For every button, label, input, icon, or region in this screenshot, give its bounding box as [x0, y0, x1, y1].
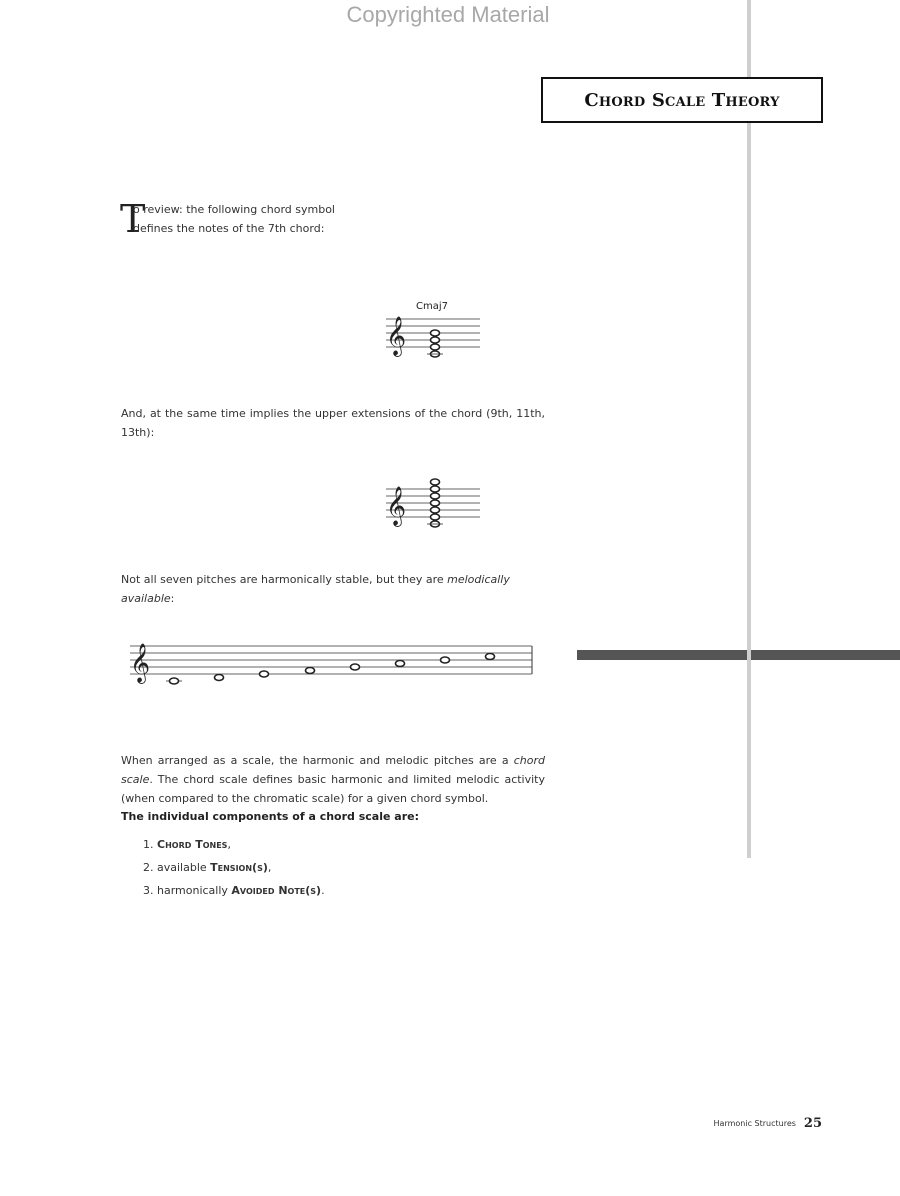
components-heading: The individual components of a chord scale are: [121, 810, 419, 823]
intro-paragraph [133, 200, 393, 238]
melodically-available-emphasis: melodically available [121, 573, 510, 605]
note-g [351, 664, 360, 670]
drop-cap: T [120, 197, 146, 241]
section-title: Chord Scale Theory [584, 89, 780, 111]
note-c-high [486, 654, 495, 660]
chord-scale-paragraph: When arranged as a scale, the harmonic and melodic pitches are a chord scale. The chord scale defines basic harmonic and limited melodic activity (when compared to the chromatic scale) for a given chord symbol. [121, 754, 545, 805]
note-c [170, 678, 179, 684]
components-list [143, 836, 325, 905]
section-title-box [541, 77, 823, 123]
treble-clef-icon: 𝄞 [386, 486, 407, 526]
treble-clef-icon: 𝄞 [386, 316, 407, 356]
page-footer [600, 1113, 822, 1132]
note-g [431, 507, 440, 513]
note-d [215, 675, 224, 681]
chord-notes [431, 330, 440, 357]
note-e [431, 514, 440, 520]
rule-intersection [747, 650, 751, 660]
music-example-cmaj7 [380, 295, 490, 370]
intro-line-2: defines the notes of the 7th chord: [133, 222, 325, 235]
note-f [306, 668, 315, 674]
chord-symbol-label: Cmaj7 [416, 301, 448, 312]
page-number: 25 [803, 1116, 822, 1131]
note-b [431, 330, 440, 336]
footer-section-label: Harmonic Structures [713, 1119, 796, 1128]
chord-scale-emphasis: chord scale [121, 754, 545, 786]
note-g [431, 337, 440, 343]
note-b [441, 657, 450, 663]
scale-notes [170, 654, 495, 685]
note-d [431, 493, 440, 499]
page-divider-vertical [747, 0, 751, 858]
note-b [431, 500, 440, 506]
list-item: 3. harmonically Avoided Note(s). [143, 884, 325, 897]
extensions-paragraph: And, at the same time implies the upper extensions of the chord (9th, 11th, 13th): [121, 407, 545, 439]
chord-notes [431, 479, 440, 527]
music-example-extensions [380, 475, 490, 535]
list-item: 2. available Tension(s), [143, 861, 272, 874]
list-item: 1. Chord Tones, [143, 838, 231, 851]
melodic-paragraph: Not all seven pitches are harmonically stable, but they are melodically available: [121, 573, 510, 605]
note-a [396, 661, 405, 667]
music-example-scale [122, 630, 542, 692]
section-rule-horizontal [577, 650, 900, 660]
note-a [431, 479, 440, 485]
staff-lines [130, 646, 532, 674]
note-f [431, 486, 440, 492]
copyright-watermark: Copyrighted Material [346, 2, 550, 27]
intro-line-1: o review: the following chord symbol [133, 203, 335, 216]
note-e [431, 344, 440, 350]
treble-clef-icon: 𝄞 [130, 643, 151, 683]
note-e [260, 671, 269, 677]
